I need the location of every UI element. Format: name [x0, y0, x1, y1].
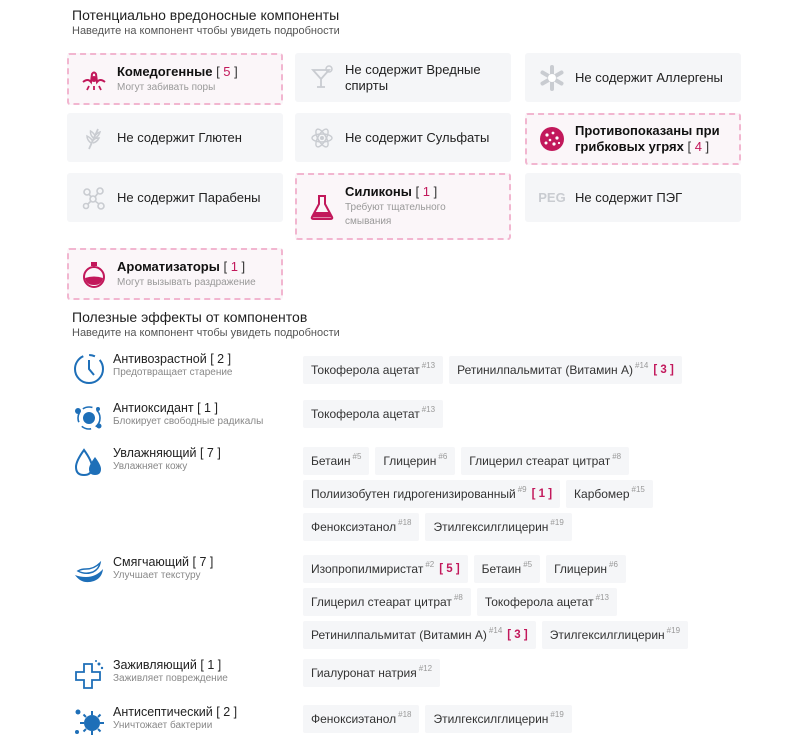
- effect-subtitle: Увлажняет кожу: [113, 461, 188, 472]
- ingredient-chip[interactable]: Глицерин $^{\#6}$: [375, 447, 455, 475]
- effect-subtitle: Улучшает текстуру: [113, 570, 201, 581]
- effect-name: Антивозрастной: [113, 352, 207, 366]
- clogged-pore-icon: [79, 64, 109, 94]
- harmful-card-fungal-acne[interactable]: Противопоказаны при грибковых угрях [ 4 ]: [525, 113, 741, 165]
- atom-icon: [307, 123, 337, 153]
- peg-icon: PEG: [538, 190, 566, 205]
- card-label: Не содержит Вредные спирты: [345, 61, 481, 93]
- ingredient-chip[interactable]: Бетаин $^{\#5}$: [303, 447, 369, 475]
- ingredient-chip[interactable]: Токоферола ацетат $^{\#13}$: [303, 400, 443, 428]
- card-label: Не содержит ПЭГ: [575, 189, 683, 205]
- chips-antioxidant: [303, 400, 723, 433]
- effect-name: Смягчающий: [113, 555, 190, 569]
- chips-moisturizing: [303, 447, 723, 546]
- harmful-card-comedogenic[interactable]: Комедогенные [ 5 ] Могут забивать поры: [67, 53, 283, 105]
- harmful-card-parabens[interactable]: [67, 173, 283, 222]
- ingredient-chip[interactable]: Глицерил стеарат цитрат $^{\#8}$: [303, 588, 471, 616]
- harmful-card-fragrance[interactable]: Ароматизаторы [ 1 ] Могут вызывать раздражение: [67, 248, 283, 300]
- card-label: Комедогенные: [117, 63, 213, 79]
- effect-subtitle: Заживляет повреждение: [113, 673, 228, 684]
- harmful-card-sulfates[interactable]: [295, 113, 511, 162]
- effect-anti-aging[interactable]: Антивозрастной [ 2 ] Предотвращает старение: [72, 352, 232, 386]
- effect-subtitle: Уничтожает бактерии: [113, 720, 213, 731]
- effect-name: Заживляющий: [113, 658, 197, 672]
- drops-icon: [72, 446, 106, 480]
- clock-icon: [72, 352, 106, 386]
- effect-antioxidant[interactable]: Антиоксидант [ 1 ] Блокирует свободные радикалы: [72, 401, 263, 435]
- effect-softening[interactable]: Смягчающий [ 7 ] Улучшает текстуру: [72, 555, 213, 589]
- card-count: 1: [422, 184, 430, 199]
- effect-count: 1: [204, 401, 211, 415]
- ingredient-chip[interactable]: Феноксиэтанол $^{\#18}$: [303, 705, 419, 733]
- ingredient-chip[interactable]: Ретинилпальмитат (Витамин А) $^{\#14}$ [ 3 ]: [303, 621, 536, 649]
- wheat-icon: [79, 123, 109, 153]
- effect-count: 2: [217, 352, 225, 366]
- harmful-section-title: Потенциально вредоносные компоненты: [72, 7, 340, 23]
- ingredient-chip[interactable]: Этилгексилглицерин $^{\#19}$: [425, 705, 571, 733]
- card-label: Не содержит Сульфаты: [345, 129, 490, 145]
- card-label: Ароматизаторы: [117, 258, 220, 274]
- ingredient-chip[interactable]: Токоферола ацетат $^{\#13}$: [303, 356, 443, 384]
- card-subtitle: Могут вызывать раздражение: [117, 276, 256, 288]
- chips-anti-aging: [303, 356, 723, 389]
- harmful-card-allergens[interactable]: [525, 53, 741, 102]
- card-label: Не содержит Глютен: [117, 129, 242, 145]
- effect-name: Антисептический: [113, 705, 213, 719]
- perfume-icon: [79, 259, 109, 289]
- ingredient-chip[interactable]: Изопропилмиристат $^{\#2}$ [ 5 ]: [303, 555, 468, 583]
- card-count: 4: [694, 139, 702, 154]
- healing-cross-icon: [72, 658, 106, 692]
- ingredient-chip[interactable]: Бетаин $^{\#5}$: [474, 555, 540, 583]
- ingredient-chip[interactable]: Ретинилпальмитат (Витамин А) $^{\#14}$ [ 3 ]: [449, 356, 682, 384]
- antioxidant-icon: [72, 401, 106, 435]
- chips-antiseptic: [303, 705, 723, 738]
- allergen-icon: [537, 63, 567, 93]
- card-subtitle: Требуют тщательного смывания: [345, 202, 446, 227]
- effect-subtitle: Предотвращает старение: [113, 367, 233, 378]
- effect-name: Антиоксидант: [113, 401, 194, 415]
- ingredient-chip[interactable]: Глицерин $^{\#6}$: [546, 555, 626, 583]
- flask-icon: [307, 192, 337, 222]
- card-count: 1: [230, 258, 238, 274]
- effect-subtitle: Блокирует свободные радикалы: [113, 416, 264, 427]
- card-label: Не содержит Парабены: [117, 189, 261, 205]
- feather-icon: [72, 555, 106, 589]
- chips-healing: [303, 659, 723, 692]
- harmful-card-alcohol[interactable]: [295, 53, 511, 102]
- effect-count: 2: [223, 705, 231, 719]
- effect-count: 7: [199, 555, 207, 569]
- effect-count: 7: [206, 446, 214, 460]
- fungal-icon: [537, 124, 567, 154]
- harmful-card-gluten[interactable]: [67, 113, 283, 162]
- harmful-section-hint: Наведите на компонент чтобы увидеть подробности: [72, 25, 340, 37]
- ingredient-chip[interactable]: Гиалуронат натрия $^{\#12}$: [303, 659, 440, 687]
- ingredient-chip[interactable]: Карбомер $^{\#15}$: [566, 480, 653, 508]
- ingredient-chip[interactable]: Этилгексилглицерин $^{\#19}$: [425, 513, 571, 541]
- card-label: Не содержит Аллергены: [575, 69, 723, 85]
- card-count: 5: [223, 63, 231, 79]
- effect-count: 1: [207, 658, 215, 672]
- effect-antiseptic[interactable]: Антисептический [ 2 ] Уничтожает бактерии: [72, 705, 237, 739]
- useful-section-hint: Наведите на компонент чтобы увидеть подробности: [72, 327, 340, 339]
- ingredient-chip[interactable]: Полиизобутен гидрогенизированный $^{\#9}$ [ 1 ]: [303, 480, 560, 508]
- effect-name: Увлажняющий: [113, 446, 197, 460]
- useful-section-title: Полезные эффекты от компонентов: [72, 309, 308, 325]
- cocktail-icon: [307, 63, 337, 93]
- chips-softening: [303, 555, 723, 654]
- harmful-card-peg[interactable]: [525, 173, 741, 222]
- card-label: Противопоказаны при грибковых угрях: [575, 123, 720, 154]
- card-subtitle: Могут забивать поры: [117, 81, 216, 93]
- bacteria-icon: [72, 705, 106, 739]
- harmful-card-silicones[interactable]: Силиконы [ 1 ] Требуют тщательного смывания: [295, 173, 511, 240]
- effect-moisturizing[interactable]: Увлажняющий [ 7 ] Увлажняет кожу: [72, 446, 221, 480]
- ingredient-chip[interactable]: Этилгексилглицерин $^{\#19}$: [542, 621, 688, 649]
- ingredient-chip[interactable]: Феноксиэтанол $^{\#18}$: [303, 513, 419, 541]
- effect-healing[interactable]: Заживляющий [ 1 ] Заживляет повреждение: [72, 658, 228, 692]
- ingredient-chip[interactable]: Глицерил стеарат цитрат $^{\#8}$: [461, 447, 629, 475]
- molecule-icon: [79, 183, 109, 213]
- ingredient-chip[interactable]: Токоферола ацетат $^{\#13}$: [477, 588, 617, 616]
- card-label: Силиконы: [345, 184, 412, 199]
